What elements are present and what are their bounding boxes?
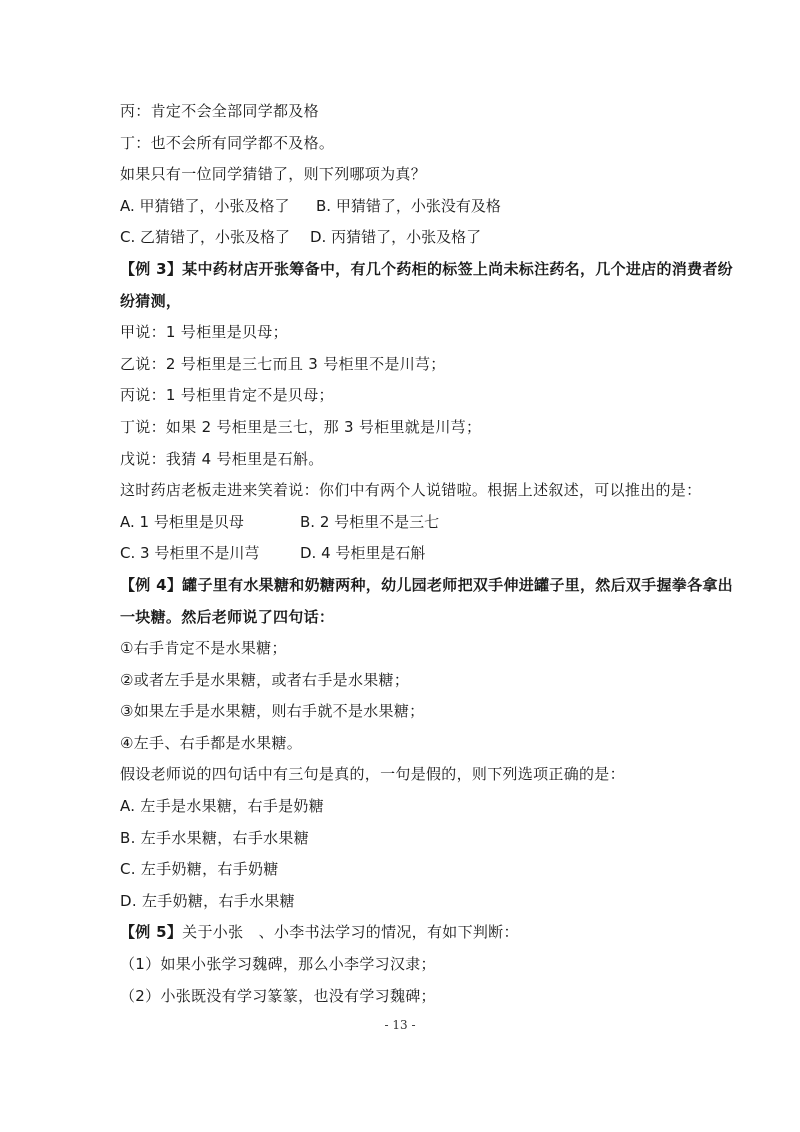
- statement-line: （1）如果小张学习魏碑，那么小李学习汉隶；: [120, 955, 436, 974]
- example-text: 某中药材店开张筹备中，有几个药柜的标签上尚未标注药名，几个进店的消费者纷: [182, 259, 733, 278]
- example-5-heading: [120, 917, 720, 949]
- example-label: 【例 4】: [120, 575, 183, 594]
- option-row: [120, 507, 720, 539]
- statement-line: ③如果左手是水果糖，则右手就不是水果糖；: [120, 702, 425, 721]
- statement-line: 丁说：如果 2 号柜里是三七，那 3 号柜里就是川芎；: [120, 417, 482, 436]
- text-line: 丁：也不会所有同学都不及格。: [120, 133, 335, 152]
- statement-line: 甲说：1 号柜里是贝母；: [120, 323, 288, 342]
- statement-line: ④左手、右手都是水果糖。: [120, 733, 303, 752]
- page-number: - 13 -: [384, 1018, 416, 1032]
- statement-line: 丙说：1 号柜里肯定不是贝母；: [120, 386, 334, 405]
- option-a: A. 左手是水果糖，右手是奶糖: [120, 797, 325, 816]
- option-c: C. 左手奶糖，右手奶糖: [120, 860, 279, 879]
- statement-line: 乙说：2 号柜里是三七而且 3 号柜里不是川芎；: [120, 354, 446, 373]
- example-text: 关于小张 、小李书法学习的情况，有如下判断：: [182, 923, 519, 942]
- question-line: 这时药店老板走进来笑着说：你们中有两个人说错啦。根据上述叙述，可以推出的是：: [120, 481, 702, 500]
- example-3-heading: [120, 254, 733, 286]
- option-row: [120, 222, 720, 254]
- statement-line: ②或者左手是水果糖，或者右手是水果糖；: [120, 670, 410, 689]
- question-line: 假设老师说的四句话中有三句是真的，一句是假的，则下列选项正确的是：: [120, 765, 625, 784]
- option-row: [120, 538, 720, 570]
- option-a: A. 甲猜错了，小张及格了: [120, 196, 290, 215]
- example-text: 罐子里有水果糖和奶糖两种，幼儿园老师把双手伸进罐子里，然后双手握拳各拿出: [182, 575, 733, 594]
- option-d: D. 左手奶糖，右手水果糖: [120, 891, 295, 910]
- statement-line: 戊说：我猜 4 号柜里是石斛。: [120, 449, 324, 468]
- option-d: D. 4 号柜里是石斛: [300, 544, 426, 563]
- question-line: 如果只有一位同学猜错了，则下列哪项为真？: [120, 165, 427, 184]
- example-label: 【例 3】: [120, 259, 183, 278]
- option-d: D. 丙猜错了，小张及格了: [310, 228, 482, 247]
- example-4-heading: [120, 570, 733, 602]
- statement-line: （2）小张既没有学习篆篆，也没有学习魏碑；: [120, 986, 436, 1005]
- option-row: [120, 191, 720, 223]
- option-c: C. 乙猜错了，小张及格了: [120, 228, 291, 247]
- text-line: 丙：肯定不会全部同学都及格: [120, 102, 319, 120]
- option-b: B. 左手水果糖，右手水果糖: [120, 828, 310, 847]
- option-a: A. 1 号柜里是贝母: [120, 512, 244, 531]
- option-b: B. 甲猜错了，小张没有及格: [316, 196, 501, 215]
- option-c: C. 3 号柜里不是川芎: [120, 544, 260, 563]
- option-b: B. 2 号柜里不是三七: [300, 512, 440, 531]
- example-text-continued: 一块糖。然后老师说了四句话：: [120, 607, 335, 626]
- statement-line: ①右手肯定不是水果糖；: [120, 639, 287, 658]
- example-label: 【例 5】: [120, 923, 183, 942]
- page-content: [120, 96, 733, 1012]
- example-text-continued: 纷猜测，: [120, 291, 182, 310]
